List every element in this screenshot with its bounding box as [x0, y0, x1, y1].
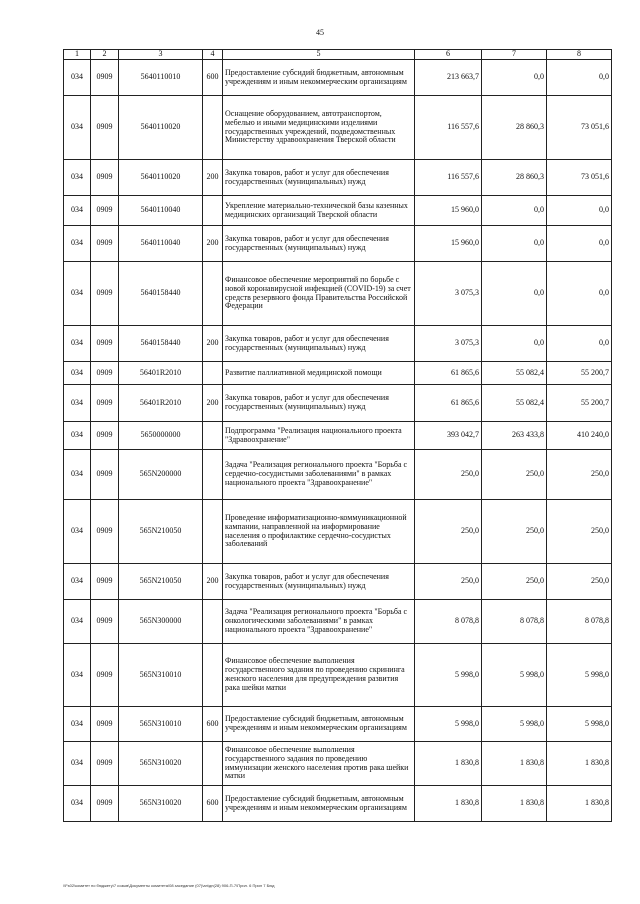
section-code: 0909 — [91, 707, 119, 742]
target-article-code: 565N210050 — [119, 500, 203, 564]
expense-type-code: 200 — [203, 160, 223, 196]
amount-col6: 250,0 — [415, 500, 482, 564]
amount-col7: 1 830,8 — [482, 742, 547, 786]
section-code: 0909 — [91, 500, 119, 564]
expenditure-name: Задача "Реализация регионального проекта "Борьба с сердечно-сосудистыми заболеваниями" в рамках национального проекта "Здравоохранение" — [223, 450, 415, 500]
expense-type-code — [203, 262, 223, 326]
amount-col7: 0,0 — [482, 262, 547, 326]
amount-col7: 250,0 — [482, 500, 547, 564]
expense-type-code — [203, 422, 223, 450]
amount-col6: 1 830,8 — [415, 786, 482, 822]
amount-col8: 5 998,0 — [547, 644, 612, 707]
dept-code: 034 — [64, 707, 91, 742]
column-number: 1 — [64, 50, 91, 60]
amount-col7: 5 998,0 — [482, 707, 547, 742]
column-number: 3 — [119, 50, 203, 60]
target-article-code: 56401R2010 — [119, 385, 203, 422]
amount-col6: 393 042,7 — [415, 422, 482, 450]
expense-type-code: 200 — [203, 385, 223, 422]
table-row — [64, 422, 612, 450]
table-row — [64, 160, 612, 196]
table-row — [64, 786, 612, 822]
table-row — [64, 262, 612, 326]
table-row — [64, 564, 612, 600]
table-row — [64, 385, 612, 422]
table-row — [64, 362, 612, 385]
amount-col7: 28 860,3 — [482, 160, 547, 196]
dept-code: 034 — [64, 326, 91, 362]
section-code: 0909 — [91, 96, 119, 160]
dept-code: 034 — [64, 262, 91, 326]
target-article-code: 565N310010 — [119, 644, 203, 707]
expense-type-code — [203, 742, 223, 786]
column-number: 8 — [547, 50, 612, 60]
amount-col7: 250,0 — [482, 564, 547, 600]
section-code: 0909 — [91, 60, 119, 96]
amount-col8: 0,0 — [547, 326, 612, 362]
target-article-code: 5640158440 — [119, 262, 203, 326]
dept-code: 034 — [64, 422, 91, 450]
expense-type-code: 600 — [203, 707, 223, 742]
expenditure-name: Закупка товаров, работ и услуг для обеспечения государственных (муниципальных) нужд — [223, 226, 415, 262]
section-code: 0909 — [91, 644, 119, 707]
amount-col8: 73 051,6 — [547, 96, 612, 160]
expenditure-name: Финансовое обеспечение выполнения государственного задания по проведению скрининга женского населения для предупреждения развития рака шейки матки — [223, 644, 415, 707]
amount-col8: 0,0 — [547, 196, 612, 226]
dept-code: 034 — [64, 450, 91, 500]
column-number: 2 — [91, 50, 119, 60]
expense-type-code: 200 — [203, 226, 223, 262]
dept-code: 034 — [64, 60, 91, 96]
expenditure-name: Предоставление субсидий бюджетным, автономным учреждениям и иным некоммерческим организациям — [223, 786, 415, 822]
amount-col6: 15 960,0 — [415, 196, 482, 226]
section-code: 0909 — [91, 160, 119, 196]
target-article-code: 5640110020 — [119, 160, 203, 196]
target-article-code: 5640158440 — [119, 326, 203, 362]
target-article-code: 565N310010 — [119, 707, 203, 742]
table-row — [64, 707, 612, 742]
amount-col6: 15 960,0 — [415, 226, 482, 262]
amount-col6: 5 998,0 — [415, 644, 482, 707]
table-row — [64, 196, 612, 226]
amount-col8: 1 830,8 — [547, 786, 612, 822]
expenditure-name: Финансовое обеспечение мероприятий по борьбе с новой коронавирусной инфекцией (COVID-19) за счет средств резервного фонда Правительства Российской Федерации — [223, 262, 415, 326]
dept-code: 034 — [64, 96, 91, 160]
table-row — [64, 450, 612, 500]
target-article-code: 565N310020 — [119, 786, 203, 822]
dept-code: 034 — [64, 564, 91, 600]
expenditure-name: Закупка товаров, работ и услуг для обеспечения государственных (муниципальных) нужд — [223, 385, 415, 422]
amount-col8: 55 200,7 — [547, 385, 612, 422]
target-article-code: 5640110010 — [119, 60, 203, 96]
column-number: 6 — [415, 50, 482, 60]
expenditure-name: Закупка товаров, работ и услуг для обеспечения государственных (муниципальных) нужд — [223, 160, 415, 196]
target-article-code: 565N310020 — [119, 742, 203, 786]
section-code: 0909 — [91, 742, 119, 786]
target-article-code: 5640110040 — [119, 226, 203, 262]
amount-col6: 250,0 — [415, 564, 482, 600]
amount-col8: 250,0 — [547, 450, 612, 500]
expenditure-name: Задача "Реализация регионального проекта "Борьба с онкологическими заболеваниями" в рамках национального проекта "Здравоохранение" — [223, 600, 415, 644]
table-row — [64, 60, 612, 96]
expense-type-code: 200 — [203, 564, 223, 600]
expense-type-code — [203, 600, 223, 644]
table-row — [64, 326, 612, 362]
column-number-row — [64, 50, 612, 60]
amount-col8: 55 200,7 — [547, 362, 612, 385]
table-row — [64, 742, 612, 786]
expense-type-code: 600 — [203, 60, 223, 96]
expense-type-code — [203, 196, 223, 226]
amount-col8: 250,0 — [547, 564, 612, 600]
expenditure-name: Закупка товаров, работ и услуг для обеспечения государственных (муниципальных) нужд — [223, 564, 415, 600]
amount-col7: 250,0 — [482, 450, 547, 500]
amount-col7: 0,0 — [482, 60, 547, 96]
amount-col6: 61 865,6 — [415, 385, 482, 422]
column-number: 7 — [482, 50, 547, 60]
amount-col6: 8 078,8 — [415, 600, 482, 644]
expense-type-code — [203, 96, 223, 160]
expenditure-name: Закупка товаров, работ и услуг для обеспечения государственных (муниципальных) нужд — [223, 326, 415, 362]
amount-col8: 1 830,8 — [547, 742, 612, 786]
amount-col7: 0,0 — [482, 326, 547, 362]
amount-col6: 116 557,6 — [415, 96, 482, 160]
amount-col6: 3 075,3 — [415, 262, 482, 326]
amount-col6: 3 075,3 — [415, 326, 482, 362]
section-code: 0909 — [91, 196, 119, 226]
amount-col7: 1 830,8 — [482, 786, 547, 822]
amount-col7: 55 082,4 — [482, 385, 547, 422]
amount-col7: 8 078,8 — [482, 600, 547, 644]
expense-type-code — [203, 450, 223, 500]
section-code: 0909 — [91, 262, 119, 326]
dept-code: 034 — [64, 786, 91, 822]
section-code: 0909 — [91, 385, 119, 422]
amount-col6: 5 998,0 — [415, 707, 482, 742]
amount-col8: 410 240,0 — [547, 422, 612, 450]
dept-code: 034 — [64, 742, 91, 786]
section-code: 0909 — [91, 450, 119, 500]
dept-code: 034 — [64, 500, 91, 564]
section-code: 0909 — [91, 226, 119, 262]
expenditure-name: Предоставление субсидий бюджетным, автономным учреждениям и иным некоммерческим организациям — [223, 707, 415, 742]
expenditure-name: Финансовое обеспечение выполнения государственного задания по проведению иммунизации женского населения против рака шейки матки — [223, 742, 415, 786]
expenditure-name: Укрепление материально-технической базы казенных медицинских организаций Тверской области — [223, 196, 415, 226]
section-code: 0909 — [91, 564, 119, 600]
expense-type-code: 600 — [203, 786, 223, 822]
budget-table — [63, 49, 612, 822]
expense-type-code — [203, 500, 223, 564]
amount-col7: 263 433,8 — [482, 422, 547, 450]
amount-col6: 250,0 — [415, 450, 482, 500]
expenditure-name: Предоставление субсидий бюджетным, автономным учреждениям и иным некоммерческим организациям — [223, 60, 415, 96]
expenditure-name: Оснащение оборудованием, автотранспортом, мебелью и иными медицинскими изделиями государственных учреждений, подведомственных Министерству здравоохранения Тверской области — [223, 96, 415, 160]
amount-col8: 0,0 — [547, 60, 612, 96]
table-row — [64, 500, 612, 564]
target-article-code: 565N300000 — [119, 600, 203, 644]
amount-col7: 28 860,3 — [482, 96, 547, 160]
table-row — [64, 600, 612, 644]
section-code: 0909 — [91, 362, 119, 385]
section-code: 0909 — [91, 326, 119, 362]
dept-code: 034 — [64, 644, 91, 707]
amount-col7: 0,0 — [482, 196, 547, 226]
table-row — [64, 226, 612, 262]
dept-code: 034 — [64, 385, 91, 422]
amount-col8: 8 078,8 — [547, 600, 612, 644]
amount-col8: 250,0 — [547, 500, 612, 564]
amount-col6: 61 865,6 — [415, 362, 482, 385]
amount-col6: 116 557,6 — [415, 160, 482, 196]
amount-col8: 73 051,6 — [547, 160, 612, 196]
expenditure-name: Развитие паллиативной медицинской помощи — [223, 362, 415, 385]
amount-col8: 5 998,0 — [547, 707, 612, 742]
expenditure-name: Проведение информатизационно-коммуникационной кампании, направленной на информирование населения о профилактике сердечно-сосудистых заболеваний — [223, 500, 415, 564]
amount-col6: 1 830,8 — [415, 742, 482, 786]
target-article-code: 56401R2010 — [119, 362, 203, 385]
expense-type-code — [203, 644, 223, 707]
column-number: 4 — [203, 50, 223, 60]
expense-type-code — [203, 362, 223, 385]
dept-code: 034 — [64, 196, 91, 226]
target-article-code: 5640110040 — [119, 196, 203, 226]
target-article-code: 5650000000 — [119, 422, 203, 450]
expense-type-code: 200 — [203, 326, 223, 362]
amount-col8: 0,0 — [547, 262, 612, 326]
section-code: 0909 — [91, 786, 119, 822]
amount-col7: 55 082,4 — [482, 362, 547, 385]
section-code: 0909 — [91, 422, 119, 450]
amount-col7: 5 998,0 — [482, 644, 547, 707]
dept-code: 034 — [64, 226, 91, 262]
amount-col7: 0,0 — [482, 226, 547, 262]
file-path-footer: \\Fs02\комитет по бюджету\7 созыв\Документы комитета\08 заседание (07)\ап\дн(28) 906-П-7\Прил. 6 Прил 7 Бюд — [63, 883, 275, 888]
amount-col8: 0,0 — [547, 226, 612, 262]
column-number: 5 — [223, 50, 415, 60]
dept-code: 034 — [64, 160, 91, 196]
dept-code: 034 — [64, 362, 91, 385]
page-number: 45 — [316, 28, 324, 37]
table-row — [64, 644, 612, 707]
table-row — [64, 96, 612, 160]
expenditure-name: Подпрограмма "Реализация национального проекта "Здравоохранение" — [223, 422, 415, 450]
amount-col6: 213 663,7 — [415, 60, 482, 96]
section-code: 0909 — [91, 600, 119, 644]
dept-code: 034 — [64, 600, 91, 644]
target-article-code: 565N210050 — [119, 564, 203, 600]
target-article-code: 565N200000 — [119, 450, 203, 500]
target-article-code: 5640110020 — [119, 96, 203, 160]
